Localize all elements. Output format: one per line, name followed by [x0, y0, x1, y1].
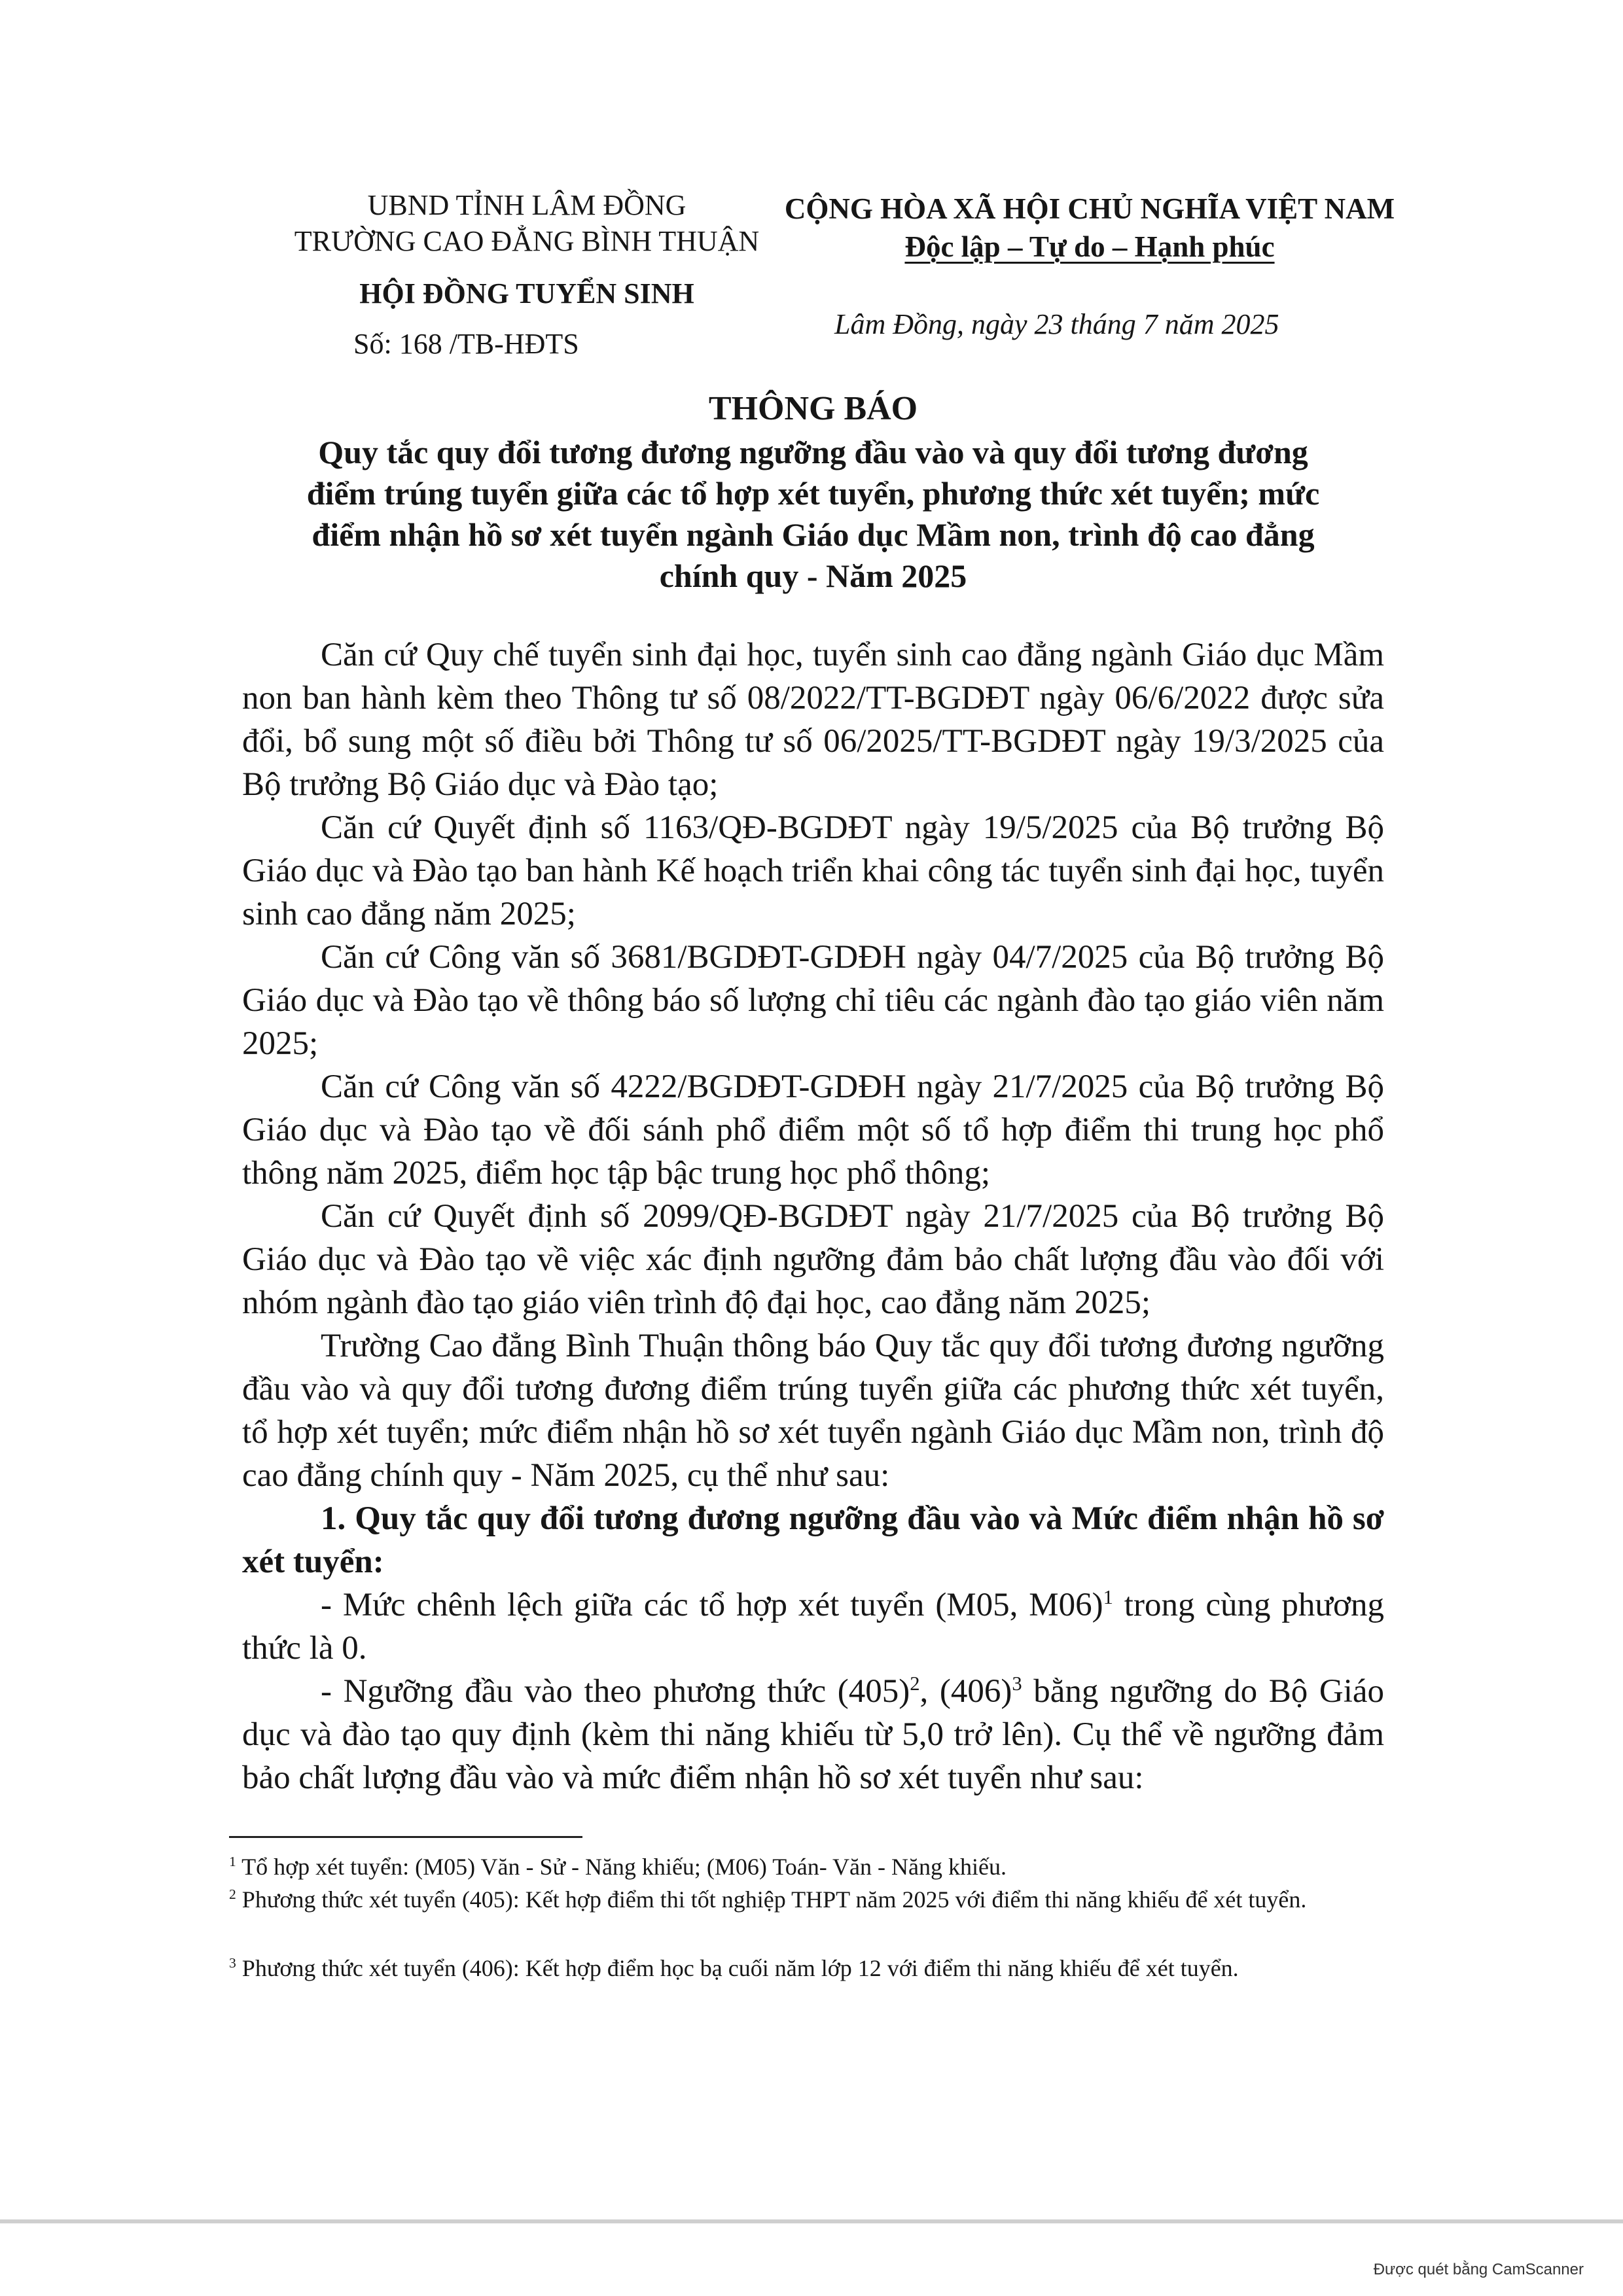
- header-authority: UBND TỈNH LÂM ĐỒNG: [367, 189, 687, 221]
- footnote-2: [229, 1884, 1407, 1915]
- paragraph-announcement: Trường Cao đẳng Bình Thuận thông báo Quy tắc quy đổi tương đương ngưỡng đầu vào và quy đổi tương đương điểm trúng tuyển giữa các phương thức xét tuyển, tổ hợp xét tuyển; mức điểm nhận hồ sơ xét tuyển ngành Giáo dục Mầm non, trình độ cao đẳng chính quy - Năm 2025, cụ thể như sau:: [242, 1328, 1384, 1494]
- footnote-ref-1: 1: [1103, 1586, 1113, 1608]
- footnote-3-text: Phương thức xét tuyển (406): Kết hợp điểm học bạ cuối năm lớp 12 với điểm thi năng khiếu để xét tuyển.: [236, 1955, 1239, 1981]
- paragraph-legal-basis-5: Căn cứ Quyết định số 2099/QĐ-BGDĐT ngày 21/7/2025 của Bộ trưởng Bộ Giáo dục và Đào tạo về việc xác định ngưỡng đảm bảo chất lượng đầu vào đối với nhóm ngành đào tạo giáo viên trình độ đại học, cao đẳng năm 2025;: [242, 1198, 1384, 1321]
- footnote-1-mark: 1: [229, 1854, 236, 1869]
- bullet-2-text: - Ngưỡng đầu vào theo phương thức (405): [321, 1673, 910, 1710]
- notice-title: THÔNG BÁO: [708, 390, 918, 427]
- bullet-1-text-end: trong cùng phương thức là 0.: [242, 1587, 1384, 1667]
- scan-page-edge: [0, 2219, 1623, 2223]
- footnote-1: [229, 1852, 1407, 1882]
- header-nation: CỘNG HÒA XÃ HỘI CHỦ NGHĨA VIỆT NAM: [784, 192, 1395, 225]
- bullet-entry-threshold: [242, 1670, 1384, 1799]
- footnote-2-text: Phương thức xét tuyển (405): Kết hợp điểm thi tốt nghiệp THPT năm 2025 với điểm thi năng khiếu để xét tuyển.: [236, 1886, 1307, 1913]
- camscanner-watermark: Được quét bằng CamScanner: [1373, 2261, 1584, 2278]
- motto-text: Độc lập – Tự do – Hạnh phúc: [904, 230, 1275, 263]
- bullet-2-text-end: bằng ngưỡng do Bộ Giáo dục và đào tạo quy định (kèm thi năng khiếu từ 5,0 trở lên). Cụ thể về ngưỡng đảm bảo chất lượng đầu vào và mức điểm nhận hồ sơ xét tuyển như sau:: [242, 1673, 1385, 1796]
- bullet-2-text-mid: , (406): [919, 1673, 1012, 1710]
- footnote-ref-3: 3: [1012, 1672, 1022, 1695]
- document-number: Số: 168 /TB-HĐTS: [353, 328, 579, 360]
- place-date: Lâm Đồng, ngày 23 tháng 7 năm 2025: [834, 308, 1279, 340]
- bullet-combination-difference: [242, 1583, 1384, 1670]
- paragraph-legal-basis-4: Căn cứ Công văn số 4222/BGDĐT-GDĐH ngày 21/7/2025 của Bộ trưởng Bộ Giáo dục và Đào tạo về đối sánh phổ điểm một số tổ hợp điểm thi trung học phổ thông năm 2025, điểm học tập bậc trung học phổ thông;: [242, 1069, 1384, 1192]
- footnote-ref-2: 2: [910, 1672, 920, 1695]
- header-council: HỘI ĐỒNG TUYỂN SINH: [359, 277, 694, 309]
- paragraph-legal-basis-1: Căn cứ Quy chế tuyển sinh đại học, tuyển sinh cao đẳng ngành Giáo dục Mầm non ban hành kèm theo Thông tư số 08/2022/TT-BGDĐT ngày 06/6/2022 được sửa đổi, bổ sung một số điều bởi Thông tư số 06/2025/TT-BGDĐT ngày 19/3/2025 của Bộ trưởng Bộ Giáo dục và Đào tạo;: [242, 637, 1384, 803]
- notice-subject: Quy tắc quy đổi tương đương ngưỡng đầu vào và quy đổi tương đương điểm trúng tuyển giữa các tổ hợp xét tuyển, phương thức xét tuyển; mức điểm nhận hồ sơ xét tuyển ngành Giáo dục Mầm non, trình độ cao đẳng chính quy - Năm 2025: [306, 434, 1320, 594]
- footnote-3: [229, 1953, 1407, 1983]
- footnote-2-mark: 2: [229, 1886, 236, 1902]
- footnote-1-text: Tổ hợp xét tuyển: (M05) Văn - Sử - Năng khiếu; (M06) Toán- Văn - Năng khiếu.: [236, 1854, 1007, 1880]
- header-school: TRƯỜNG CAO ĐẲNG BÌNH THUẬN: [294, 225, 760, 257]
- paragraph-legal-basis-2: Căn cứ Quyết định số 1163/QĐ-BGDĐT ngày 19/5/2025 của Bộ trưởng Bộ Giáo dục và Đào tạo ban hành Kế hoạch triển khai công tác tuyển sinh đại học, tuyển sinh cao đẳng năm 2025;: [242, 809, 1384, 932]
- footnote-separator: [229, 1836, 582, 1838]
- footnote-3-mark: 3: [229, 1955, 236, 1971]
- paragraph-legal-basis-3: Căn cứ Công văn số 3681/BGDĐT-GDĐH ngày 04/7/2025 của Bộ trưởng Bộ Giáo dục và Đào tạo về thông báo số lượng chỉ tiêu các ngành đào tạo giáo viên năm 2025;: [242, 939, 1384, 1062]
- bullet-1-text: - Mức chênh lệch giữa các tổ hợp xét tuyển (M05, M06): [321, 1587, 1103, 1623]
- section-1-heading: 1. Quy tắc quy đổi tương đương ngưỡng đầu vào và Mức điểm nhận hồ sơ xét tuyển:: [242, 1500, 1384, 1580]
- header-motto: [772, 228, 1407, 266]
